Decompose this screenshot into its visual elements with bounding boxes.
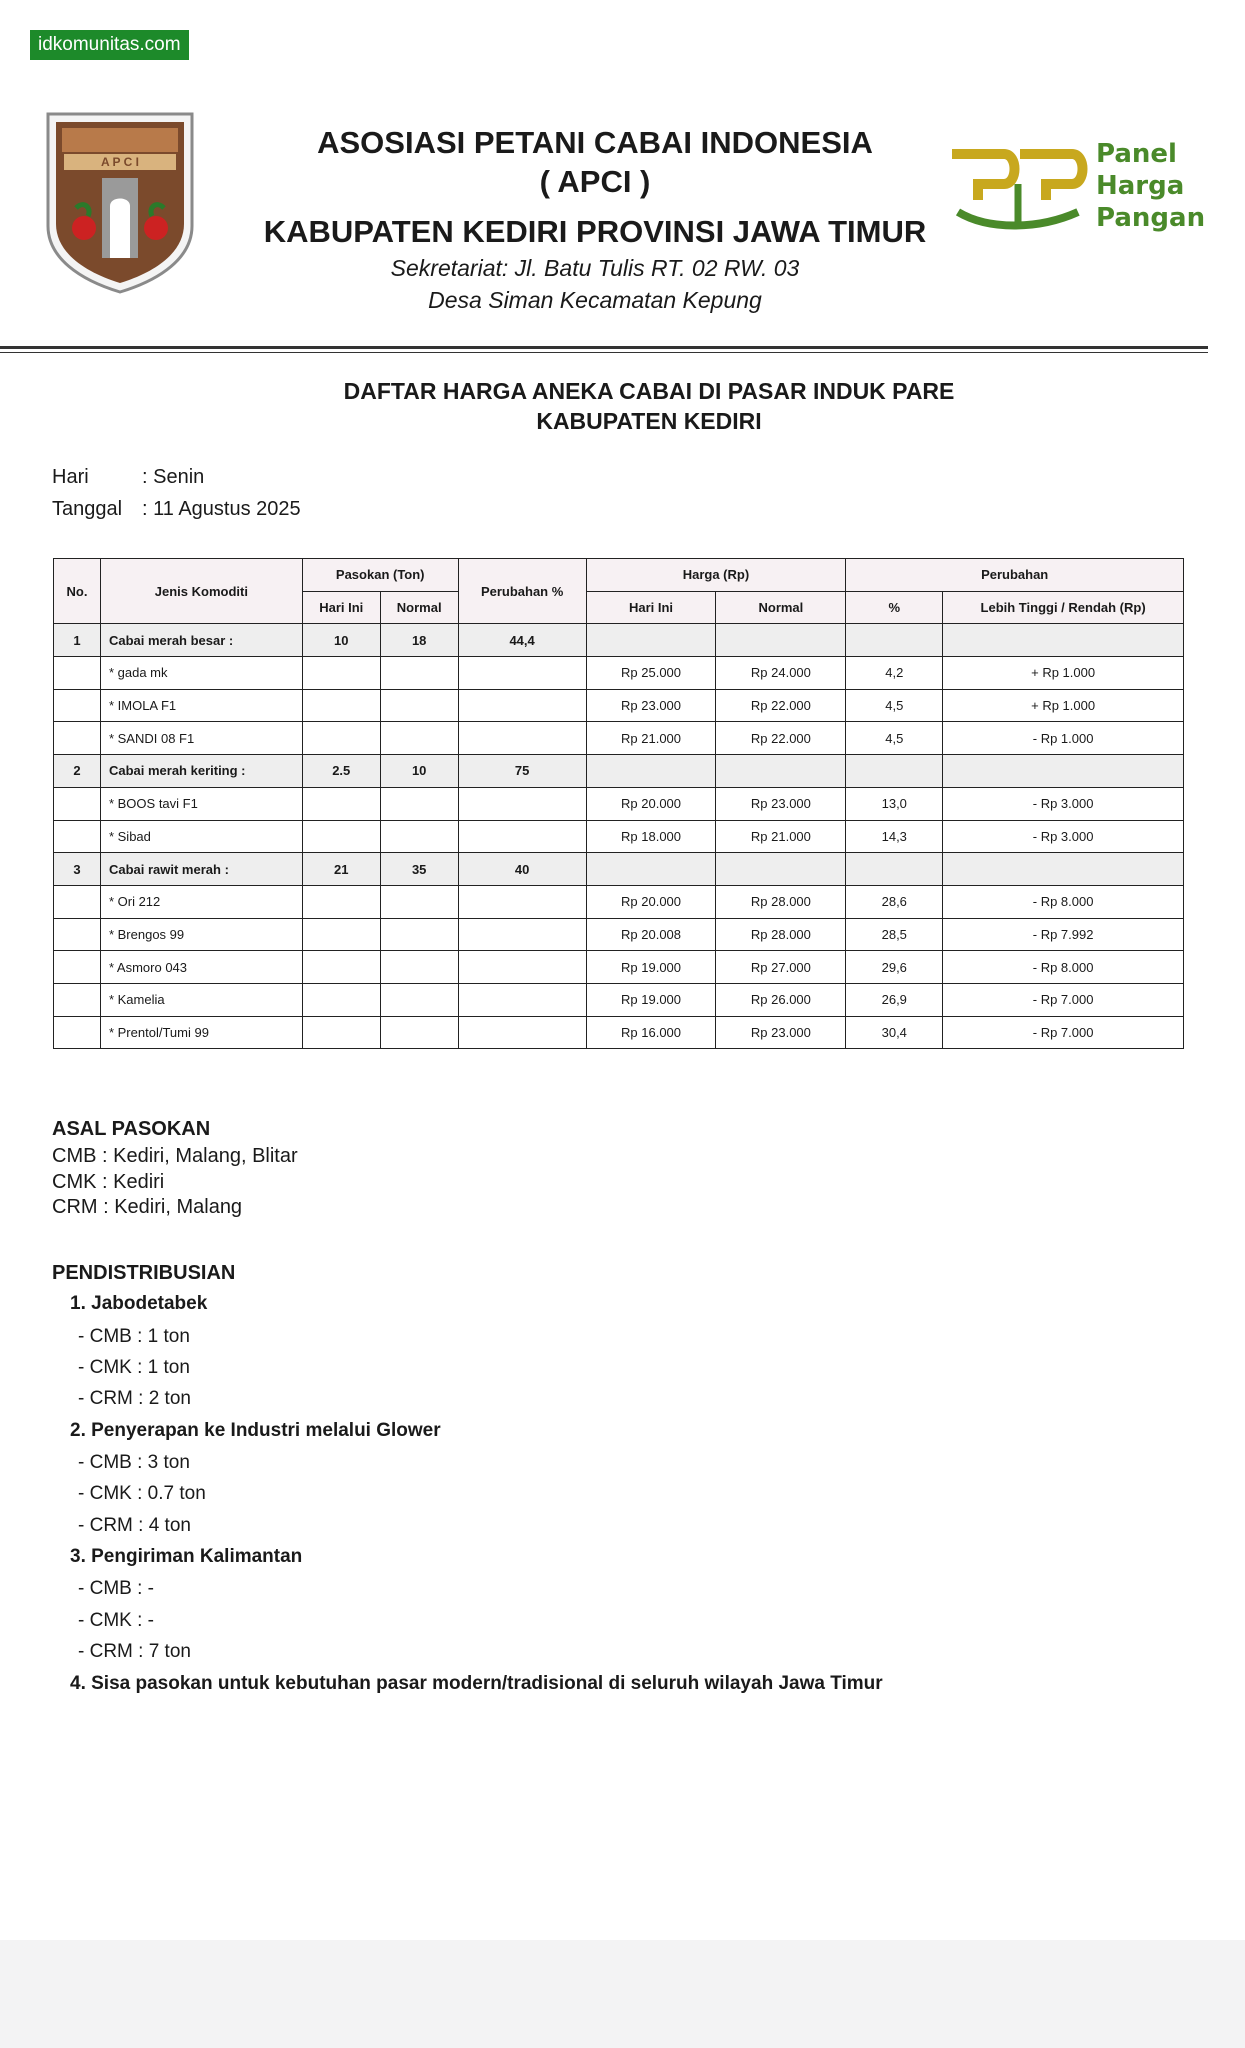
asal-line: CMK : Kediri xyxy=(52,1171,165,1193)
row-commodity: Cabai merah besar : xyxy=(100,624,302,657)
row-perubahan-pct: 44,4 xyxy=(458,624,586,657)
col-no: No. xyxy=(54,559,101,624)
table-category-row xyxy=(54,755,1184,788)
col-harga: Harga (Rp) xyxy=(586,559,846,592)
row-harga-hari: Rp 20.000 xyxy=(586,885,716,918)
org-region: KABUPATEN KEDIRI PROVINSI JAWA TIMUR xyxy=(263,214,927,249)
distribusi-item: - CMB : 1 ton xyxy=(78,1326,190,1347)
distribusi-heading: 3. Pengiriman Kalimantan xyxy=(70,1546,303,1567)
row-diff: - Rp 7.000 xyxy=(943,1016,1184,1049)
row-harga-normal xyxy=(716,853,846,886)
row-perubahan-pct xyxy=(458,657,586,690)
row-diff: - Rp 8.000 xyxy=(943,951,1184,984)
row-pasokan-normal xyxy=(380,885,458,918)
table-row xyxy=(54,918,1184,951)
distribusi-item: - CMK : 1 ton xyxy=(78,1357,190,1378)
row-no: 3 xyxy=(54,853,101,886)
row-commodity: Cabai merah keriting : xyxy=(100,755,302,788)
distribusi-item: - CMB : - xyxy=(78,1578,154,1599)
row-commodity: * IMOLA F1 xyxy=(100,689,302,722)
price-table xyxy=(53,558,1184,1049)
row-harga-normal: Rp 23.000 xyxy=(716,787,846,820)
row-perubahan-pct xyxy=(458,820,586,853)
row-harga-hari: Rp 23.000 xyxy=(586,689,716,722)
row-harga-hari: Rp 18.000 xyxy=(586,820,716,853)
row-harga-normal: Rp 28.000 xyxy=(716,918,846,951)
row-pasokan-normal: 18 xyxy=(380,624,458,657)
panel-logo-word1: Panel xyxy=(1096,139,1177,169)
table-row xyxy=(54,657,1184,690)
table-row xyxy=(54,951,1184,984)
distribusi-heading: 4. Sisa pasokan untuk kebutuhan pasar modern/tradisional di seluruh wilayah Jawa Timur xyxy=(70,1673,883,1694)
row-pasokan-normal xyxy=(380,689,458,722)
row-pasokan-hari: 2.5 xyxy=(302,755,380,788)
table-row xyxy=(54,885,1184,918)
row-no xyxy=(54,983,101,1016)
row-commodity: * Ori 212 xyxy=(100,885,302,918)
row-pasokan-hari xyxy=(302,820,380,853)
row-diff: - Rp 7.000 xyxy=(943,983,1184,1016)
row-pct: 4,5 xyxy=(846,722,943,755)
row-no: 1 xyxy=(54,624,101,657)
row-pasokan-normal xyxy=(380,787,458,820)
row-commodity: * Brengos 99 xyxy=(100,918,302,951)
row-pct: 30,4 xyxy=(846,1016,943,1049)
row-pasokan-hari xyxy=(302,983,380,1016)
row-diff: + Rp 1.000 xyxy=(943,689,1184,722)
row-pct: 26,9 xyxy=(846,983,943,1016)
col-pasokan-hari: Hari Ini xyxy=(302,591,380,624)
row-commodity: * Asmoro 043 xyxy=(100,951,302,984)
row-diff: - Rp 3.000 xyxy=(943,787,1184,820)
distribusi-heading: 1. Jabodetabek xyxy=(70,1293,208,1314)
row-pasokan-normal xyxy=(380,918,458,951)
row-pasokan-normal xyxy=(380,951,458,984)
row-harga-hari xyxy=(586,624,716,657)
row-harga-hari: Rp 20.000 xyxy=(586,787,716,820)
row-pasokan-hari xyxy=(302,951,380,984)
distribusi-item: - CMK : - xyxy=(78,1610,154,1631)
col-pasokan: Pasokan (Ton) xyxy=(302,559,458,592)
row-perubahan-pct xyxy=(458,983,586,1016)
row-diff: - Rp 3.000 xyxy=(943,820,1184,853)
row-no xyxy=(54,722,101,755)
col-jenis: Jenis Komoditi xyxy=(100,559,302,624)
row-pasokan-normal xyxy=(380,983,458,1016)
panel-harga-pangan-logo xyxy=(948,134,1218,244)
row-perubahan-pct xyxy=(458,722,586,755)
row-harga-normal: Rp 22.000 xyxy=(716,689,846,722)
row-pasokan-hari xyxy=(302,787,380,820)
row-pasokan-hari xyxy=(302,1016,380,1049)
row-commodity: Cabai rawit merah : xyxy=(100,853,302,886)
row-pct: 14,3 xyxy=(846,820,943,853)
meta-hari xyxy=(52,466,204,489)
row-commodity: * gada mk xyxy=(100,657,302,690)
row-harga-normal: Rp 27.000 xyxy=(716,951,846,984)
row-pasokan-hari xyxy=(302,918,380,951)
row-pasokan-hari: 21 xyxy=(302,853,380,886)
table-row xyxy=(54,689,1184,722)
row-harga-hari: Rp 16.000 xyxy=(586,1016,716,1049)
footer-band xyxy=(0,1940,1245,2048)
row-perubahan-pct xyxy=(458,885,586,918)
row-pasokan-normal: 10 xyxy=(380,755,458,788)
row-no: 2 xyxy=(54,755,101,788)
row-no xyxy=(54,657,101,690)
distribusi-title: PENDISTRIBUSIAN xyxy=(52,1262,236,1284)
row-harga-normal: Rp 28.000 xyxy=(716,885,846,918)
row-perubahan-pct: 75 xyxy=(458,755,586,788)
row-commodity: * Kamelia xyxy=(100,983,302,1016)
distribusi-heading: 2. Penyerapan ke Industri melalui Glower xyxy=(70,1420,441,1441)
row-perubahan-pct xyxy=(458,951,586,984)
distribusi-item: - CRM : 4 ton xyxy=(78,1515,191,1536)
org-name: ASOSIASI PETANI CABAI INDONESIA xyxy=(317,125,873,160)
row-harga-hari: Rp 21.000 xyxy=(586,722,716,755)
asal-title: ASAL PASOKAN xyxy=(52,1118,211,1140)
row-diff: - Rp 7.992 xyxy=(943,918,1184,951)
row-perubahan-pct xyxy=(458,918,586,951)
row-perubahan-pct xyxy=(458,689,586,722)
row-pasokan-normal xyxy=(380,1016,458,1049)
row-harga-hari: Rp 19.000 xyxy=(586,951,716,984)
distribusi-item: - CMB : 3 ton xyxy=(78,1452,190,1473)
apci-logo-text: A P C I xyxy=(100,155,140,169)
row-pasokan-normal: 35 xyxy=(380,853,458,886)
asal-line: CRM : Kediri, Malang xyxy=(52,1196,243,1218)
row-harga-hari: Rp 25.000 xyxy=(586,657,716,690)
row-pct: 28,6 xyxy=(846,885,943,918)
row-harga-normal: Rp 21.000 xyxy=(716,820,846,853)
row-commodity: * Prentol/Tumi 99 xyxy=(100,1016,302,1049)
row-no xyxy=(54,820,101,853)
col-lebih: Lebih Tinggi / Rendah (Rp) xyxy=(943,591,1184,624)
row-perubahan-pct xyxy=(458,787,586,820)
row-diff xyxy=(943,755,1184,788)
header-rule-thin xyxy=(0,352,1208,353)
row-harga-hari xyxy=(586,755,716,788)
table-row xyxy=(54,820,1184,853)
row-harga-normal: Rp 23.000 xyxy=(716,1016,846,1049)
row-pct: 29,6 xyxy=(846,951,943,984)
row-pasokan-hari xyxy=(302,657,380,690)
row-pasokan-hari xyxy=(302,722,380,755)
row-pasokan-normal xyxy=(380,820,458,853)
header-rule-thick xyxy=(0,346,1208,349)
row-no xyxy=(54,787,101,820)
watermark-badge: idkomunitas.com xyxy=(30,30,189,60)
row-harga-normal: Rp 24.000 xyxy=(716,657,846,690)
col-perubahan-pct: Perubahan % xyxy=(458,559,586,624)
row-commodity: * Sibad xyxy=(100,820,302,853)
row-commodity: * BOOS tavi F1 xyxy=(100,787,302,820)
table-category-row xyxy=(54,853,1184,886)
row-pct: 13,0 xyxy=(846,787,943,820)
row-harga-normal: Rp 22.000 xyxy=(716,722,846,755)
row-harga-normal xyxy=(716,755,846,788)
row-pct: 4,5 xyxy=(846,689,943,722)
row-pasokan-hari: 10 xyxy=(302,624,380,657)
row-pct xyxy=(846,755,943,788)
table-row xyxy=(54,1016,1184,1049)
document-subtitle: KABUPATEN KEDIRI xyxy=(536,408,762,434)
row-diff: - Rp 8.000 xyxy=(943,885,1184,918)
col-perubahan: Perubahan xyxy=(846,559,1184,592)
meta-tanggal-label: Tanggal xyxy=(52,498,123,520)
row-harga-hari: Rp 19.000 xyxy=(586,983,716,1016)
col-pct: % xyxy=(846,591,943,624)
table-category-row xyxy=(54,624,1184,657)
row-pct: 4,2 xyxy=(846,657,943,690)
row-pasokan-normal xyxy=(380,722,458,755)
distribusi-item: - CRM : 7 ton xyxy=(78,1641,191,1662)
meta-hari-label: Hari xyxy=(52,466,89,488)
panel-logo-word3: Pangan xyxy=(1096,203,1206,233)
panel-logo-word2: Harga xyxy=(1096,171,1185,201)
row-diff xyxy=(943,624,1184,657)
row-diff: - Rp 1.000 xyxy=(943,722,1184,755)
row-no xyxy=(54,951,101,984)
row-no xyxy=(54,689,101,722)
row-perubahan-pct: 40 xyxy=(458,853,586,886)
row-commodity: * SANDI 08 F1 xyxy=(100,722,302,755)
row-harga-normal xyxy=(716,624,846,657)
meta-tanggal xyxy=(52,498,301,521)
asal-line: CMB : Kediri, Malang, Blitar xyxy=(52,1145,298,1167)
row-pct xyxy=(846,853,943,886)
distribusi-item: - CRM : 2 ton xyxy=(78,1388,191,1409)
table-row xyxy=(54,722,1184,755)
row-diff: + Rp 1.000 xyxy=(943,657,1184,690)
row-perubahan-pct xyxy=(458,1016,586,1049)
row-pasokan-hari xyxy=(302,689,380,722)
row-pct xyxy=(846,624,943,657)
org-address-2: Desa Siman Kecamatan Kepung xyxy=(428,287,762,313)
row-no xyxy=(54,918,101,951)
table-row xyxy=(54,983,1184,1016)
row-pasokan-hari xyxy=(302,885,380,918)
row-harga-hari xyxy=(586,853,716,886)
row-harga-hari: Rp 20.008 xyxy=(586,918,716,951)
row-harga-normal: Rp 26.000 xyxy=(716,983,846,1016)
meta-tanggal-value: : 11 Agustus 2025 xyxy=(142,498,301,520)
col-harga-normal: Normal xyxy=(716,591,846,624)
row-pasokan-normal xyxy=(380,657,458,690)
org-address-1: Sekretariat: Jl. Batu Tulis RT. 02 RW. 03 xyxy=(390,255,800,281)
distribusi-item: - CMK : 0.7 ton xyxy=(78,1483,206,1504)
meta-hari-value: : Senin xyxy=(142,466,205,488)
row-pct: 28,5 xyxy=(846,918,943,951)
table-row xyxy=(54,787,1184,820)
document-title: DAFTAR HARGA ANEKA CABAI DI PASAR INDUK PARE xyxy=(343,378,955,404)
col-harga-hari: Hari Ini xyxy=(586,591,716,624)
row-no xyxy=(54,1016,101,1049)
row-no xyxy=(54,885,101,918)
row-diff xyxy=(943,853,1184,886)
org-abbrev: ( APCI ) xyxy=(539,164,651,199)
col-pasokan-normal: Normal xyxy=(380,591,458,624)
